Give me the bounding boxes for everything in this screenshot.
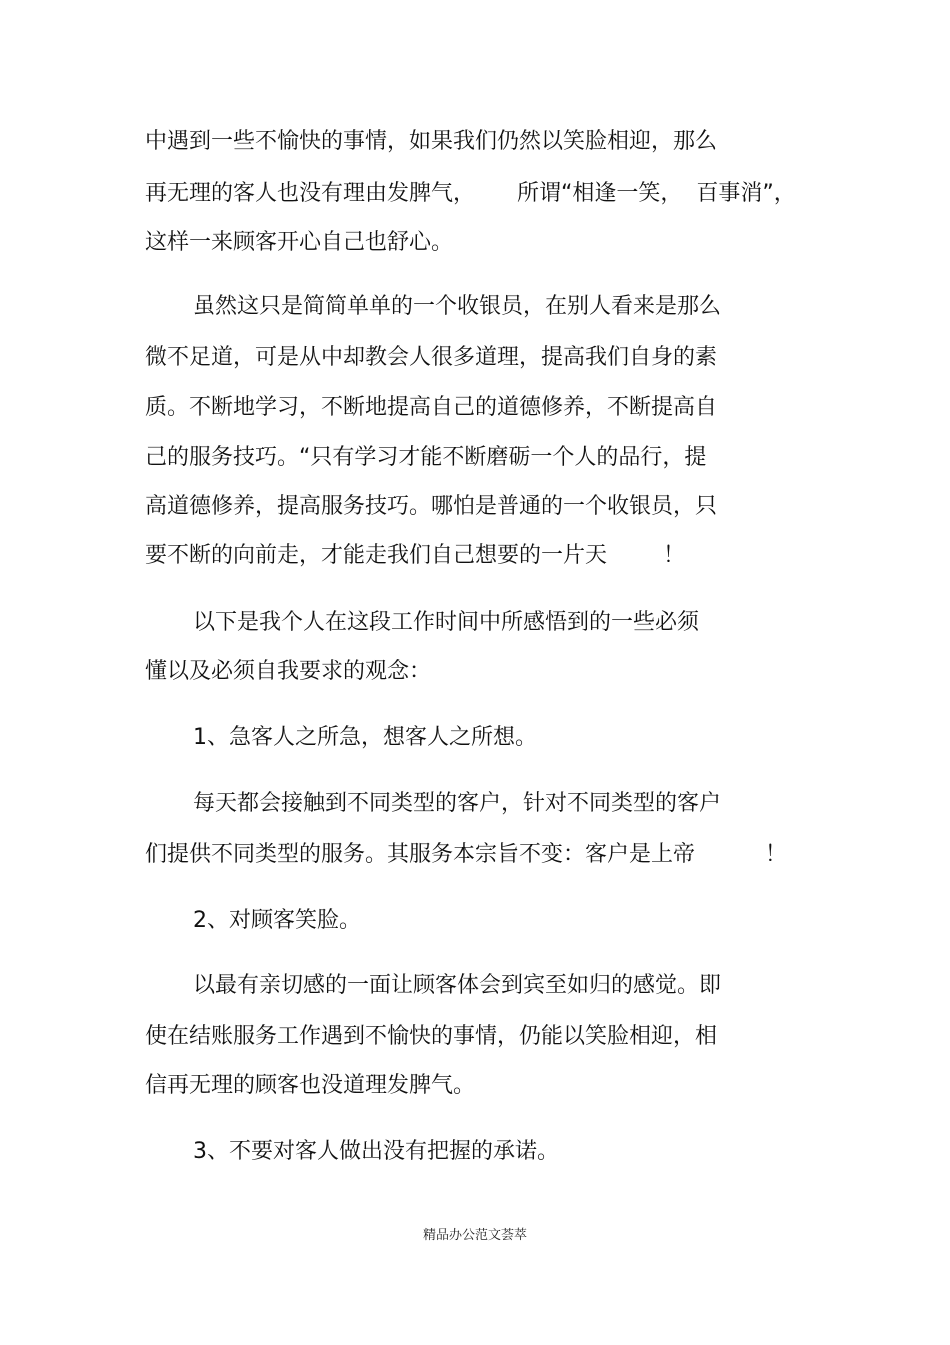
paragraph-2-line-3: 质。不断地学习，不断地提高自己的道德修养，不断提高自 [145, 395, 718, 420]
item-2-line-3: 信再无理的顾客也没道理发脾气。 [145, 1073, 476, 1098]
item-3-heading: 3、不要对客人做出没有把握的承诺。 [193, 1139, 559, 1164]
paragraph-1-line-3: 这样一来顾客开心自己也舒心。 [145, 230, 454, 255]
page-footer: 精品办公范文荟萃 [422, 1228, 527, 1243]
paragraph-2-line-2: 微不足道，可是从中却教会人很多道理，提高我们自身的素 [145, 345, 718, 370]
item-2-line-2: 使在结账服务工作遇到不愉快的事情，仍能以笑脸相迎，相 [145, 1024, 718, 1049]
paragraph-3-line-1: 以下是我个人在这段工作时间中所感悟到的一些必须 [193, 610, 700, 635]
paragraph-1-line-2: 再无理的客人也没有理由发脾气， 所谓“相逢一笑， 百事消”， [145, 181, 796, 206]
item-1-heading: 1、急客人之所急，想客人之所想。 [193, 725, 537, 750]
paragraph-2-line-4: 己的服务技巧。“只有学习才能不断磨砺一个人的品行，提 [145, 445, 707, 470]
paragraph-1-line-1: 中遇到一些不愉快的事情，如果我们仍然以笑脸相迎，那么 [145, 129, 718, 154]
item-2-line-1: 以最有亲切感的一面让顾客体会到宾至如归的感觉。即 [193, 973, 722, 998]
item-1-line-1: 每天都会接触到不同类型的客户，针对不同类型的客户 [193, 791, 722, 816]
paragraph-2-line-5: 高道德修养，提高服务技巧。哪怕是普通的一个收银员，只 [145, 494, 718, 519]
paragraph-2-line-1: 虽然这只是简简单单的一个收银员，在别人看来是那么 [193, 294, 722, 319]
paragraph-2-line-6: 要不断的向前走，才能走我们自己想要的一片天 ！ [145, 543, 685, 568]
item-2-heading: 2、对顾客笑脸。 [193, 908, 361, 933]
item-1-line-2: 们提供不同类型的服务。其服务本宗旨不变：客户是上帝 ！ [145, 842, 787, 867]
paragraph-3-line-2: 懂以及必须自我要求的观念： [145, 659, 432, 684]
